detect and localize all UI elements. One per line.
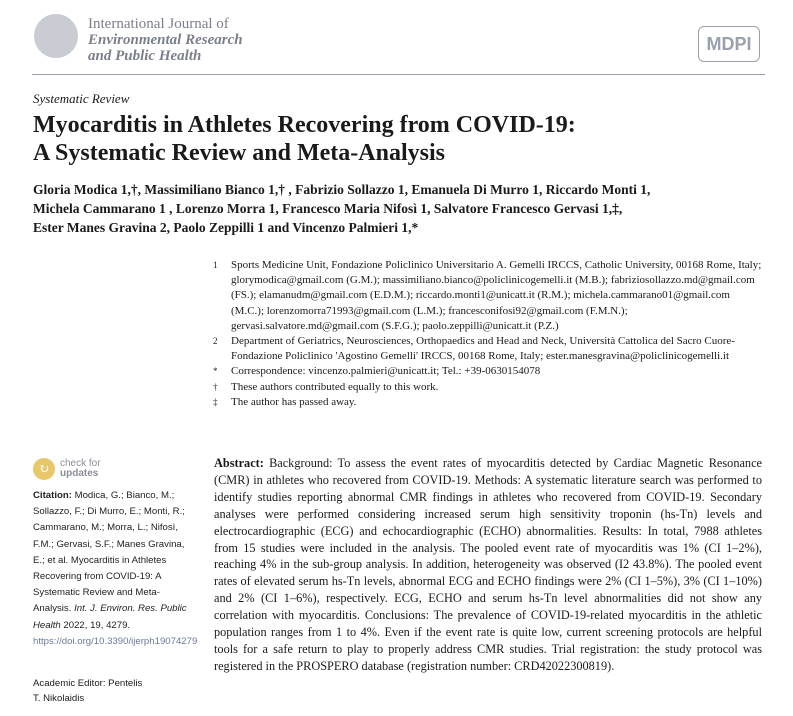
- authors-line1: Gloria Modica 1,†, Massimiliano Bianco 1,† , Fabrizio Sollazzo 1, Emanuela Di Murro 1, Riccardo Monti 1,: [33, 182, 651, 197]
- doi-link[interactable]: https://doi.org/10.3390/ijerph19074279: [33, 635, 198, 647]
- affiliation-item: [213, 380, 763, 395]
- publisher-logo: MDPI: [698, 26, 760, 62]
- citation-label: Citation:: [33, 490, 72, 501]
- check-for-updates-button[interactable]: [33, 455, 133, 483]
- equal-contribution-note: These authors contributed equally to this work.: [231, 380, 439, 393]
- abstract-text: Background: To assess the event rates of myocarditis detected by Cardiac Magnetic Resonance (CMR) in athletes who recovered from COVID-19. Methods: A systematic literature search was performed to identify studies reporting abnormal CMR findings in athletes who recovered from COVID-19. Secondary analyses were performed considering increased serum high sensitivity troponin (hs-Tn) levels and electrocardiographic (ECG) and echocardiographic (ECHO) abnormalities. Results: In total, 7988 athletes from 15 studies were included in the analysis. The pooled event rate of myocarditis was 1% (CI 1–2%), reaching 4% in the sub-group analysis. In addition, heterogeneity was observed (I2 43.8%). The pooled event rates of elevated serum hs-Tn levels, abnormal ECG and ECHO findings were 2% (CI 1–5%), 3% (CI 1–10%) and 2% (CI 1–6%), respectively. ECG, ECHO and serum hs-Tn level abnormalities did not show any correlation with myocarditis. Conclusions: The prevalence of COVID-19-related myocarditis in the athletic population ranges from 1 to 4%. Even if the event rate is quite low, current screening protocols are helpful tools for a safe return to play to properly address CMR studies. Trial registration: the study protocol was registered in the PROSPERO database (registration number: CRD42022300819).: [214, 456, 762, 673]
- citation-journal: Int. J. Environ. Res. Public Health: [33, 603, 187, 631]
- academic-editor: [33, 676, 193, 706]
- citation-year-volume: 2022, 19, 4279.: [63, 619, 131, 631]
- editor-line2: T. Nikolaidis: [33, 693, 85, 704]
- affiliation-item: [213, 395, 763, 410]
- check-updates-label: [60, 459, 101, 479]
- affiliation-marker: 1: [213, 260, 218, 270]
- article-type: Systematic Review: [33, 91, 130, 106]
- check-updates-icon: ↻: [33, 458, 55, 480]
- journal-name: [88, 16, 243, 64]
- deceased-note: The author has passed away.: [231, 395, 357, 408]
- affiliation-text: Sports Medicine Unit, Fondazione Policlinico Universitario A. Gemelli IRCCS, Catholic University, 00168 Rome, Italy; glorymodica@gmail.com (G.M.); massimiliano.bianco@policlinicogemelli.it (M.B.); fabriziosollazzo.md@gmail.com (FS.); elamanudm@gmail.com (E.D.M.); riccardo.monti1@unicatt.it (R.M.); michela.cammarano01@gmail.com (M.C.); lorenzomorra71993@gmail.com (L.M.); francesconifosi92@gmail.com (F.M.N.); gervasi.salvatore.md@gmail.com (S.F.G.); paolo.zeppilli@unicatt.it (P.Z.): [231, 259, 762, 332]
- abstract: [214, 455, 762, 675]
- affiliations: [213, 258, 763, 410]
- check-updates-line2: updates: [60, 468, 99, 479]
- correspondence-text: Correspondence: vincenzo.palmieri@unicatt.it; Tel.: +39-0630154078: [231, 365, 541, 378]
- affiliation-text: Department of Geriatrics, Neurosciences, Orthopaedics and Head and Neck, Università Cattolica del Sacro Cuore-Fondazione Policlinico 'Agostino Gemelli' IRCCS, 00168 Rome, Italy; ester.manesgravina@policlinicogemelli.it: [231, 335, 735, 363]
- affiliation-item: [213, 258, 763, 334]
- affiliation-marker: *: [213, 366, 218, 377]
- journal-logo: [34, 14, 78, 58]
- journal-name-line3: and Public Health: [88, 48, 202, 64]
- title-line2: A Systematic Review and Meta-Analysis: [33, 140, 445, 166]
- affiliation-item: [213, 334, 763, 364]
- citation-block: [33, 488, 198, 650]
- author-list: [33, 180, 763, 237]
- affiliation-marker: 2: [213, 336, 218, 347]
- citation-text: Modica, G.; Bianco, M.; Sollazzo, F.; Di Murro, E.; Monti, R.; Cammarano, M.; Morra, L.; Nifosì, F.M.; Gervasi, S.F.; Manes Gravina, E.; et al. Myocarditis in Athletes Recovering from COVID-19: A Systematic Review and Meta-Analysis.: [33, 490, 185, 615]
- authors-line2: Michela Cammarano 1 , Lorenzo Morra 1, Francesco Maria Nifosì 1, Salvatore Francesco Gervasi 1,‡,: [33, 201, 623, 216]
- header-divider: [32, 74, 765, 75]
- affiliation-marker: ‡: [213, 396, 218, 407]
- check-updates-line1: check for: [60, 458, 101, 469]
- title-line1: Myocarditis in Athletes Recovering from COVID-19:: [33, 112, 576, 138]
- editor-line1: Academic Editor: Pentelis: [33, 678, 143, 689]
- affiliation-item: [213, 364, 763, 379]
- abstract-label: Abstract:: [214, 456, 264, 470]
- journal-name-line1: International Journal of: [88, 16, 229, 32]
- article-title: [33, 111, 753, 167]
- affiliation-marker: †: [213, 381, 218, 392]
- journal-name-line2: Environmental Research: [88, 32, 243, 48]
- authors-line3: Ester Manes Gravina 2, Paolo Zeppilli 1 and Vincenzo Palmieri 1,*: [33, 220, 419, 235]
